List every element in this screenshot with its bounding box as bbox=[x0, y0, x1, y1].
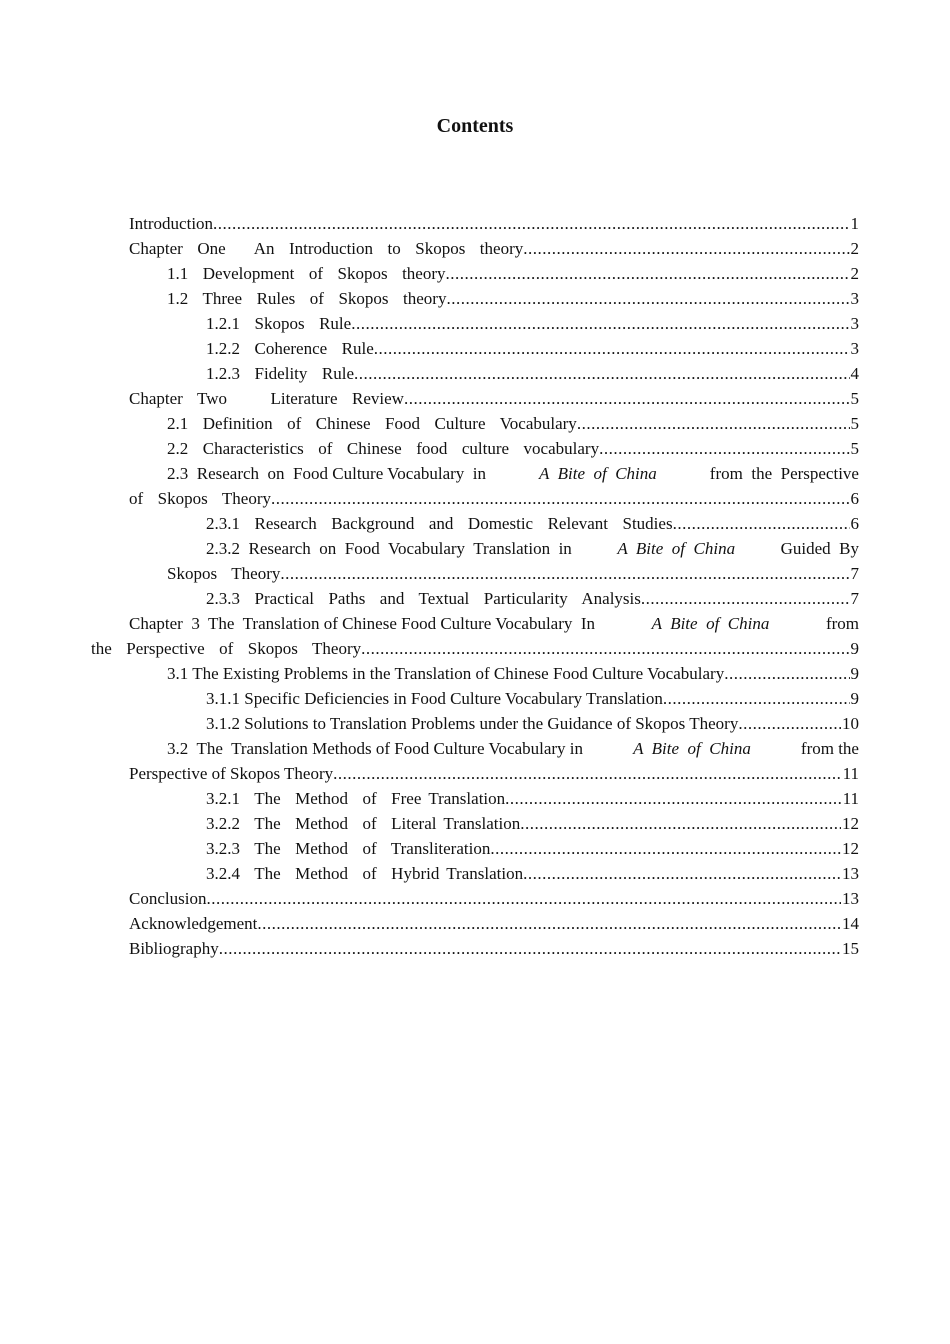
toc-entry-3-1[interactable] bbox=[0, 661, 950, 686]
toc-entry-text: 3.1.1 Specific Deficiencies in Food Culture Vocabulary Translation bbox=[206, 689, 663, 708]
toc-entry-bibliography[interactable] bbox=[0, 936, 950, 961]
toc-page-number: 6 bbox=[850, 514, 859, 533]
toc-entry-text: Bibliography bbox=[129, 939, 219, 958]
toc-entry-3-2-1[interactable] bbox=[0, 786, 950, 811]
toc-page-number: 5 bbox=[850, 439, 859, 458]
page-title: Contents bbox=[436, 115, 514, 137]
toc-entry-text: from the bbox=[800, 739, 859, 758]
toc-entry-text: Skopos Theory bbox=[167, 564, 281, 583]
toc-page-number: 6 bbox=[850, 489, 859, 508]
toc-page-number: 9 bbox=[850, 639, 859, 658]
toc-entry-3-1-2[interactable] bbox=[0, 711, 950, 736]
toc-entry-text: Chapter One An Introduction to Skopos theory bbox=[129, 239, 524, 258]
toc-entry-text: Conclusion bbox=[129, 889, 207, 908]
toc-entry-2-3[interactable] bbox=[0, 461, 950, 486]
toc-entry-text: 3.1.2 Solutions to Translation Problems under the Guidance of Skopos Theory bbox=[206, 714, 739, 733]
toc-page-number: 7 bbox=[850, 564, 859, 583]
toc-entry-3-1-1[interactable] bbox=[0, 686, 950, 711]
dot-leader bbox=[738, 711, 841, 736]
toc-page-number: 13 bbox=[842, 864, 859, 883]
toc-page-number: 7 bbox=[850, 589, 859, 608]
toc-page-number: 11 bbox=[842, 789, 859, 808]
dot-leader bbox=[641, 586, 850, 611]
dot-leader bbox=[505, 786, 841, 811]
toc-entry-text: Chapter Two Literature Review bbox=[129, 389, 404, 408]
toc-entry-italic-title: A Bite of China bbox=[651, 614, 770, 633]
toc-page-number: 14 bbox=[842, 914, 859, 933]
toc-entry-text: Perspective of Skopos Theory bbox=[129, 764, 334, 783]
toc-entry-text: 2.3 Research on Food Culture Vocabulary in bbox=[167, 464, 487, 483]
toc-entry-acknowledgement[interactable] bbox=[0, 911, 950, 936]
toc-entry-text: 1.2.2 Coherence Rule bbox=[206, 339, 374, 358]
toc-entry-1-2[interactable] bbox=[0, 286, 950, 311]
dot-leader bbox=[724, 661, 849, 686]
toc-entry-text: 2.1 Definition of Chinese Food Culture Vocabulary bbox=[167, 414, 577, 433]
toc-page-number: 1 bbox=[850, 214, 859, 233]
dot-leader bbox=[213, 211, 849, 236]
toc-page-number: 5 bbox=[850, 389, 859, 408]
toc-page-number: 2 bbox=[850, 264, 859, 283]
dot-leader bbox=[663, 686, 850, 711]
dot-leader bbox=[206, 886, 841, 911]
dot-leader bbox=[490, 836, 841, 861]
toc-page-number: 9 bbox=[850, 689, 859, 708]
toc-page-number: 2 bbox=[850, 239, 859, 258]
toc-entry-text: 3.1 The Existing Problems in the Translation of Chinese Food Culture Vocabulary bbox=[167, 664, 725, 683]
toc-entry-text: 3.2.1 The Method of Free Translation bbox=[206, 789, 506, 808]
toc-entry-italic-title: A Bite of China bbox=[617, 539, 736, 558]
toc-entry-3-2[interactable] bbox=[0, 736, 950, 761]
dot-leader bbox=[257, 911, 841, 936]
toc-page-number: 12 bbox=[842, 839, 859, 858]
toc-page-number: 9 bbox=[850, 664, 859, 683]
toc-page-number: 13 bbox=[842, 889, 859, 908]
toc-entry-text: from bbox=[825, 614, 859, 633]
toc-entry-1-2-3[interactable] bbox=[0, 361, 950, 386]
dot-leader bbox=[361, 636, 849, 661]
toc-entry-text: Chapter 3 The Translation of Chinese Food Culture Vocabulary In bbox=[129, 614, 596, 633]
toc-entry-text: 2.3.2 Research on Food Vocabulary Translation in bbox=[206, 539, 572, 558]
toc-entry-2-2[interactable] bbox=[0, 436, 950, 461]
toc-entry-2-3-3[interactable] bbox=[0, 586, 950, 611]
toc-entry-3-2-3[interactable] bbox=[0, 836, 950, 861]
toc-page-number: 3 bbox=[850, 314, 859, 333]
toc-entry-text: Acknowledgement bbox=[129, 914, 258, 933]
toc-page-number: 12 bbox=[842, 814, 859, 833]
toc-entry-text: from the Perspective bbox=[709, 464, 859, 483]
dot-leader bbox=[280, 561, 849, 586]
dot-leader bbox=[523, 861, 841, 886]
toc-page-number: 15 bbox=[842, 939, 859, 958]
toc-entry-text: the Perspective of Skopos Theory bbox=[91, 639, 362, 658]
toc-entry-text: 3.2.4 The Method of Hybrid Translation bbox=[206, 864, 524, 883]
toc-entry-text: of Skopos Theory bbox=[129, 489, 272, 508]
toc-page-number: 4 bbox=[850, 364, 859, 383]
dot-leader bbox=[219, 936, 841, 961]
toc-entry-text: 1.2.1 Skopos Rule bbox=[206, 314, 352, 333]
toc-entry-text: 2.2 Characteristics of Chinese food culture vocabulary bbox=[167, 439, 600, 458]
toc-entry-text: 1.1 Development of Skopos theory bbox=[167, 264, 446, 283]
toc-entry-text: 3.2.2 The Method of Literal Translation bbox=[206, 814, 521, 833]
toc-entry-2-3-2[interactable] bbox=[0, 536, 950, 561]
dot-leader bbox=[446, 286, 849, 311]
toc-entry-text: 1.2 Three Rules of Skopos theory bbox=[167, 289, 447, 308]
toc-entry-italic-title: A Bite of China bbox=[633, 739, 751, 758]
dot-leader bbox=[374, 336, 850, 361]
toc-entry-2-3-1[interactable] bbox=[0, 511, 950, 536]
toc-entry-chapter-three[interactable] bbox=[0, 611, 950, 636]
toc-entry-text: Introduction bbox=[129, 214, 214, 233]
toc-entry-chapter-three-continued[interactable] bbox=[0, 636, 950, 661]
toc-entry-conclusion[interactable] bbox=[0, 886, 950, 911]
dot-leader bbox=[599, 436, 849, 461]
toc-entry-italic-title: A Bite of China bbox=[539, 464, 657, 483]
dot-leader bbox=[354, 361, 850, 386]
toc-entry-text: Guided By bbox=[780, 539, 859, 558]
toc-page-number: 11 bbox=[842, 764, 859, 783]
toc-entry-text: 2.3.1 Research Background and Domestic Relevant Studies bbox=[206, 514, 673, 533]
toc-entry-1-2-1[interactable] bbox=[0, 311, 950, 336]
toc-entry-text: 2.3.3 Practical Paths and Textual Particularity Analysis bbox=[206, 589, 641, 608]
toc-page-number: 3 bbox=[850, 289, 859, 308]
dot-leader bbox=[351, 311, 849, 336]
toc-entry-2-3-2-continued[interactable] bbox=[0, 561, 950, 586]
toc-entry-1-2-2[interactable] bbox=[0, 336, 950, 361]
toc-entry-1-1[interactable] bbox=[0, 261, 950, 286]
toc-entry-3-2-4[interactable] bbox=[0, 861, 950, 886]
toc-entry-2-1[interactable] bbox=[0, 411, 950, 436]
dot-leader bbox=[577, 411, 850, 436]
dot-leader bbox=[271, 486, 849, 511]
dot-leader bbox=[404, 386, 850, 411]
toc-entry-3-2-continued[interactable] bbox=[0, 761, 950, 786]
dot-leader bbox=[523, 236, 849, 261]
toc-entry-text: 3.2.3 The Method of Transliteration bbox=[206, 839, 491, 858]
dot-leader bbox=[520, 811, 841, 836]
toc-entry-chapter-one[interactable] bbox=[0, 236, 950, 261]
toc-entry-chapter-two[interactable] bbox=[0, 386, 950, 411]
toc-entry-3-2-2[interactable] bbox=[0, 811, 950, 836]
toc-entry-2-3-continued[interactable] bbox=[0, 486, 950, 511]
dot-leader bbox=[446, 261, 850, 286]
toc-page-number: 5 bbox=[850, 414, 859, 433]
dot-leader bbox=[333, 761, 842, 786]
table-of-contents bbox=[0, 211, 950, 961]
toc-page-number: 3 bbox=[850, 339, 859, 358]
toc-entry-text: 1.2.3 Fidelity Rule bbox=[206, 364, 354, 383]
toc-entry-introduction[interactable] bbox=[0, 211, 950, 236]
toc-page-number: 10 bbox=[842, 714, 859, 733]
dot-leader bbox=[673, 511, 850, 536]
toc-entry-text: 3.2 The Translation Methods of Food Culture Vocabulary in bbox=[167, 739, 584, 758]
